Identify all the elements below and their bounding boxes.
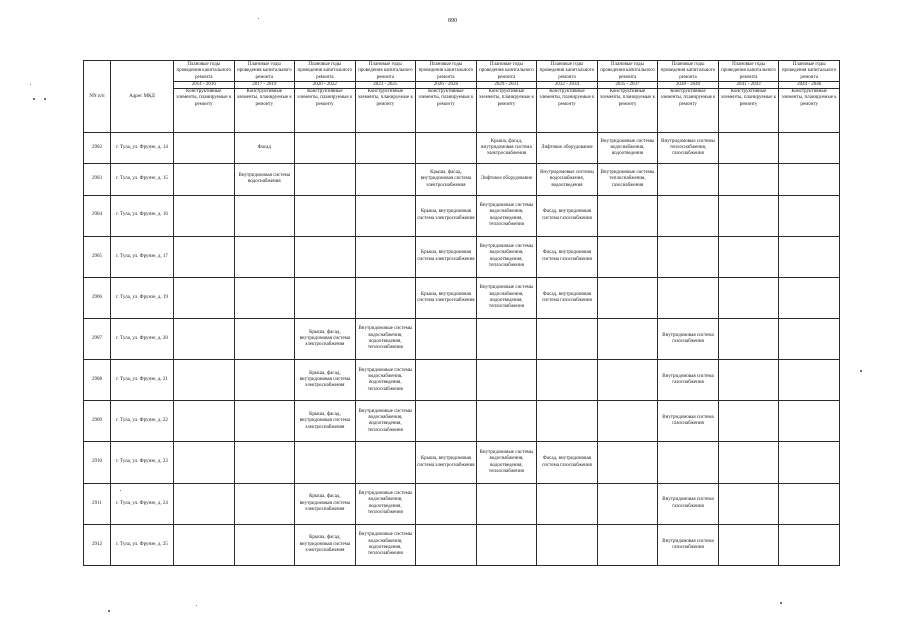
- period-title: Плановые годы проведения капитального ремонта: [237, 62, 292, 80]
- repair-elements-cell: Внутридомовые системы водоснабжения, водоотведения, теплоснабжения: [476, 236, 537, 277]
- column-header-period: [779, 61, 840, 133]
- repair-elements-cell: [416, 524, 477, 565]
- column-header-period: [355, 61, 416, 133]
- page-number: 890: [448, 18, 457, 24]
- repair-elements-cell: Крыша, внутридомовая система электроснабжения: [416, 442, 477, 483]
- table-row: [84, 164, 840, 195]
- repair-elements-cell: [779, 442, 840, 483]
- repair-elements-cell: Внутридомовая система газоснабжения: [658, 401, 719, 442]
- period-range: 2035 - 2037: [598, 81, 658, 89]
- repair-elements-cell: [234, 236, 295, 277]
- row-address: г. Тула, ул. Фрунзе, д. 19: [111, 277, 174, 318]
- repair-elements-cell: [234, 360, 295, 401]
- repair-elements-cell: [597, 483, 658, 524]
- repair-elements-cell: Фасад, внутридомовая система газоснабжения: [537, 236, 598, 277]
- period-range: 2026 - 2028: [416, 81, 476, 89]
- repair-elements-cell: [537, 401, 598, 442]
- row-number: 2904: [84, 195, 111, 236]
- repair-elements-cell: [295, 277, 356, 318]
- period-range: 2017 - 2019: [235, 81, 295, 89]
- period-range: 2044 - 2046: [779, 81, 839, 89]
- repair-elements-cell: [658, 442, 719, 483]
- period-title: Плановые годы проведения капитального ремонта: [479, 62, 534, 80]
- repair-elements-cell: [658, 236, 719, 277]
- period-subtitle: Конструктивные элементы, планируемые к ремонту: [599, 89, 656, 107]
- period-subtitle: Конструктивные элементы, планируемые к ремонту: [660, 89, 716, 107]
- repair-elements-cell: Крыша, фасад, внутридомовая система электроснабжения: [295, 483, 356, 524]
- row-address: г. Тула, ул. Фрунзе, д. 15: [111, 164, 174, 195]
- table-row: [84, 442, 840, 483]
- table-row: [84, 236, 840, 277]
- repair-elements-cell: [597, 318, 658, 359]
- repair-elements-cell: [416, 133, 477, 164]
- scan-speck: [258, 18, 259, 19]
- repair-elements-cell: Крыша, внутридомовая система электроснабжения: [416, 195, 477, 236]
- period-title: Плановые годы проведения капитального ремонта: [358, 62, 413, 80]
- repair-elements-cell: [355, 236, 416, 277]
- repair-elements-cell: [718, 442, 779, 483]
- row-address: г. Тула, ул. Фрунзе, д. 21: [111, 360, 174, 401]
- period-title: Плановые годы проведения капитального ремонта: [297, 62, 353, 80]
- repair-elements-cell: Лифтовое оборудование: [537, 133, 598, 164]
- repair-elements-cell: [597, 401, 658, 442]
- repair-elements-cell: Внутридомовые системы водоснабжения, водоотведения, теплоснабжения: [355, 483, 416, 524]
- period-range: 2038 - 2040: [658, 81, 718, 89]
- repair-elements-cell: [174, 524, 235, 565]
- repair-elements-cell: [234, 524, 295, 565]
- row-number: 2912: [84, 524, 111, 565]
- period-title: Плановые годы проведения капитального ремонта: [539, 62, 595, 80]
- row-number: 2907: [84, 318, 111, 359]
- repair-elements-cell: [537, 360, 598, 401]
- repair-elements-cell: [779, 195, 840, 236]
- row-number: 2906: [84, 277, 111, 318]
- scan-speck: [120, 490, 121, 491]
- repair-elements-cell: Внутридомовые системы теплоснабжения, газоснабжения: [658, 133, 719, 164]
- repair-elements-cell: Фасад: [234, 133, 295, 164]
- repair-elements-cell: [234, 277, 295, 318]
- scan-speck: [860, 370, 862, 372]
- column-header-period: [416, 61, 477, 133]
- row-address: г. Тула, ул. Фрунзе, д. 14: [111, 133, 174, 164]
- repair-elements-cell: [295, 236, 356, 277]
- repair-elements-cell: Фасад, внутридомовая система газоснабжения: [537, 442, 598, 483]
- repair-elements-cell: [597, 236, 658, 277]
- column-header-period: [295, 61, 356, 133]
- table-row: [84, 277, 840, 318]
- repair-elements-cell: [476, 318, 537, 359]
- row-address: г. Тула, ул. Фрунзе, д. 17: [111, 236, 174, 277]
- repair-elements-cell: Внутридомовая система газоснабжения: [658, 524, 719, 565]
- repair-elements-cell: [597, 442, 658, 483]
- repair-elements-cell: Внутридомовые системы водоснабжения, водоотведения, теплоснабжения: [355, 524, 416, 565]
- repair-elements-cell: [476, 524, 537, 565]
- repair-elements-cell: Внутридомовая система газоснабжения: [658, 483, 719, 524]
- repair-elements-cell: [295, 442, 356, 483]
- scan-speck: [108, 610, 110, 612]
- repair-elements-cell: [295, 133, 356, 164]
- repair-elements-cell: Внутридомовые системы водоснабжения, водоотведения, теплоснабжения: [476, 195, 537, 236]
- repair-elements-cell: Внутридомовые системы водоснабжения, водоотведения: [597, 133, 658, 164]
- row-address: г. Тула, ул. Фрунзе, д. 22: [111, 401, 174, 442]
- row-number: 2903: [84, 164, 111, 195]
- repair-elements-cell: [718, 401, 779, 442]
- period-subtitle: Конструктивные элементы, планируемые к ремонту: [357, 89, 413, 107]
- period-subtitle: Конструктивные элементы, планируемые к ремонту: [720, 89, 777, 107]
- repair-elements-cell: [718, 164, 779, 195]
- repair-elements-cell: Крыша, фасад, внутридомовая система электроснабжения: [416, 164, 477, 195]
- period-title: Плановые годы проведения капитального ремонта: [781, 62, 837, 80]
- repair-elements-cell: [597, 195, 658, 236]
- repair-elements-cell: [779, 164, 840, 195]
- repair-elements-cell: [355, 133, 416, 164]
- column-header-period: [234, 61, 295, 133]
- column-header-period: [537, 61, 598, 133]
- repair-elements-cell: [295, 195, 356, 236]
- repair-elements-cell: [416, 318, 477, 359]
- period-title: Плановые годы проведения капитального ремонта: [600, 62, 655, 80]
- scan-speck: [33, 98, 35, 100]
- period-range: 2032 - 2034: [537, 81, 597, 89]
- repair-elements-cell: Крыша, фасад, внутридомовая система электроснабжения: [295, 524, 356, 565]
- repair-elements-cell: [174, 442, 235, 483]
- repair-elements-cell: [174, 483, 235, 524]
- period-title: Плановые годы проведения капитального ремонта: [721, 62, 776, 80]
- repair-elements-cell: [597, 277, 658, 318]
- row-address: г. Тула, ул. Фрунзе, д. 25: [111, 524, 174, 565]
- repair-elements-cell: [718, 318, 779, 359]
- row-address: г. Тула, ул. Фрунзе, д. 20: [111, 318, 174, 359]
- repair-elements-cell: [174, 164, 235, 195]
- repair-elements-cell: Внутридомовые системы теплоснабжения, газоснабжения: [597, 164, 658, 195]
- repair-elements-cell: [416, 360, 477, 401]
- column-header-period: [597, 61, 658, 133]
- repair-elements-cell: [234, 483, 295, 524]
- repair-elements-cell: [416, 401, 477, 442]
- repair-elements-cell: Внутридомовые системы водоснабжения, водоотведения, теплоснабжения: [476, 277, 537, 318]
- table-row: [84, 133, 840, 164]
- period-range: 2020 - 2022: [295, 81, 355, 89]
- period-subtitle: Конструктивные элементы, планируемые к ремонту: [297, 89, 353, 107]
- repair-elements-cell: [718, 524, 779, 565]
- row-number: 2911: [84, 483, 111, 524]
- period-title: Плановые годы проведения капитального ремонта: [176, 62, 232, 80]
- row-number: 2909: [84, 401, 111, 442]
- repair-elements-cell: [597, 360, 658, 401]
- repair-elements-cell: Крыша, фасад, внутридомовая система электроснабжения: [295, 360, 356, 401]
- repair-elements-cell: [476, 360, 537, 401]
- repair-elements-cell: [174, 360, 235, 401]
- row-number: 2908: [84, 360, 111, 401]
- repair-elements-cell: [355, 164, 416, 195]
- table-row: [84, 401, 840, 442]
- repair-elements-cell: [355, 195, 416, 236]
- period-subtitle: Конструктивные элементы, планируемые к ремонту: [781, 89, 837, 107]
- repair-elements-cell: [658, 164, 719, 195]
- repair-elements-cell: Внутридомовые системы водоснабжения, водоотведения: [537, 164, 598, 195]
- column-header-nn: NN п/п: [84, 61, 111, 133]
- repair-elements-cell: [779, 133, 840, 164]
- scan-speck: [30, 84, 31, 85]
- column-header-period: [476, 61, 537, 133]
- repair-elements-cell: [779, 360, 840, 401]
- column-header-period: [174, 61, 235, 133]
- column-header-period: [718, 61, 779, 133]
- repair-elements-cell: [779, 524, 840, 565]
- repair-elements-cell: Крыша, внутридомовая система электроснабжения: [416, 277, 477, 318]
- repair-elements-cell: Крыша, фасад, внутридомовая система электроснабжения: [476, 133, 537, 164]
- repair-elements-cell: [718, 483, 779, 524]
- repair-elements-cell: [718, 360, 779, 401]
- row-address: г. Тула, ул. Фрунзе, д. 16: [111, 195, 174, 236]
- repair-elements-cell: [718, 133, 779, 164]
- repair-elements-cell: [779, 318, 840, 359]
- repair-elements-cell: [174, 133, 235, 164]
- repair-elements-cell: [718, 277, 779, 318]
- repair-elements-cell: Внутридомовая система водоснабжения: [234, 164, 295, 195]
- repair-elements-cell: [234, 195, 295, 236]
- table-row: [84, 318, 840, 359]
- repair-elements-cell: Крыша, фасад, внутридомовая система электроснабжения: [295, 401, 356, 442]
- repair-elements-cell: [476, 483, 537, 524]
- repair-elements-cell: Внутридомовая система газоснабжения: [658, 318, 719, 359]
- repair-elements-cell: [658, 195, 719, 236]
- row-number: 2905: [84, 236, 111, 277]
- repair-elements-cell: [174, 277, 235, 318]
- repair-elements-cell: [476, 401, 537, 442]
- period-subtitle: Конструктивные элементы, планируемые к ремонту: [418, 89, 474, 107]
- repair-elements-cell: [537, 318, 598, 359]
- repair-elements-cell: [537, 483, 598, 524]
- repair-elements-cell: [658, 277, 719, 318]
- repair-elements-cell: [234, 401, 295, 442]
- repair-elements-cell: Внутридомовые системы водоснабжения, водоотведения, теплоснабжения: [476, 442, 537, 483]
- repair-elements-cell: [234, 442, 295, 483]
- repair-elements-cell: [355, 277, 416, 318]
- period-title: Плановые годы проведения капитального ремонта: [660, 62, 716, 80]
- capital-repair-schedule-table: [83, 60, 840, 566]
- repair-elements-cell: Внутридомовая система газоснабжения: [658, 360, 719, 401]
- period-range: 2023 - 2025: [356, 81, 416, 89]
- table-row: [84, 524, 840, 565]
- repair-elements-cell: [718, 236, 779, 277]
- period-subtitle: Конструктивные элементы, планируемые к ремонту: [539, 89, 595, 107]
- table-row: [84, 483, 840, 524]
- repair-elements-cell: [779, 401, 840, 442]
- repair-elements-cell: [174, 195, 235, 236]
- scan-speck: [44, 98, 46, 100]
- repair-elements-cell: Внутридомовые системы водоснабжения, водоотведения, теплоснабжения: [355, 360, 416, 401]
- period-subtitle: Конструктивные элементы, планируемые к ремонту: [236, 89, 292, 107]
- repair-elements-cell: [355, 442, 416, 483]
- period-title: Плановые годы проведения капитального ремонта: [418, 62, 474, 80]
- repair-elements-cell: [174, 236, 235, 277]
- period-range: 2041 - 2043: [719, 81, 779, 89]
- row-number: 2902: [84, 133, 111, 164]
- period-subtitle: Конструктивные элементы, планируемые к ремонту: [176, 89, 232, 107]
- row-address: г. Тула, ул. Фрунзе, д. 23: [111, 442, 174, 483]
- repair-elements-cell: [779, 483, 840, 524]
- repair-elements-cell: Лифтовое оборудование: [476, 164, 537, 195]
- column-header-period: [658, 61, 719, 133]
- row-address: г. Тула, ул. Фрунзе, д. 24: [111, 483, 174, 524]
- scan-speck: [196, 605, 197, 606]
- repair-elements-cell: [174, 401, 235, 442]
- table-header-row: [84, 61, 840, 133]
- repair-elements-cell: [597, 524, 658, 565]
- repair-elements-cell: [779, 277, 840, 318]
- column-header-address: Адрес МКД: [111, 61, 174, 133]
- repair-elements-cell: [174, 318, 235, 359]
- period-range: 2014 - 2016: [174, 81, 234, 89]
- period-range: 2029 - 2031: [477, 81, 537, 89]
- repair-elements-cell: Внутридомовые системы водоснабжения, водоотведения, теплоснабжения: [355, 318, 416, 359]
- table-row: [84, 195, 840, 236]
- scan-speck: [780, 602, 782, 604]
- repair-elements-cell: Внутридомовые системы водоснабжения, водоотведения, теплоснабжения: [355, 401, 416, 442]
- repair-elements-cell: Фасад, внутридомовая система газоснабжения: [537, 195, 598, 236]
- table-body: [84, 133, 840, 566]
- repair-elements-cell: [295, 164, 356, 195]
- period-subtitle: Конструктивные элементы, планируемые к ремонту: [478, 89, 534, 107]
- repair-elements-cell: Фасад, внутридомовая система газоснабжения: [537, 277, 598, 318]
- table-row: [84, 360, 840, 401]
- repair-elements-cell: Крыша, внутридомовая система электроснабжения: [416, 236, 477, 277]
- repair-elements-cell: [718, 195, 779, 236]
- repair-elements-cell: [537, 524, 598, 565]
- repair-elements-cell: [779, 236, 840, 277]
- row-number: 2910: [84, 442, 111, 483]
- repair-elements-cell: Крыша, фасад, внутридомовая система электроснабжения: [295, 318, 356, 359]
- repair-elements-cell: [416, 483, 477, 524]
- repair-elements-cell: [234, 318, 295, 359]
